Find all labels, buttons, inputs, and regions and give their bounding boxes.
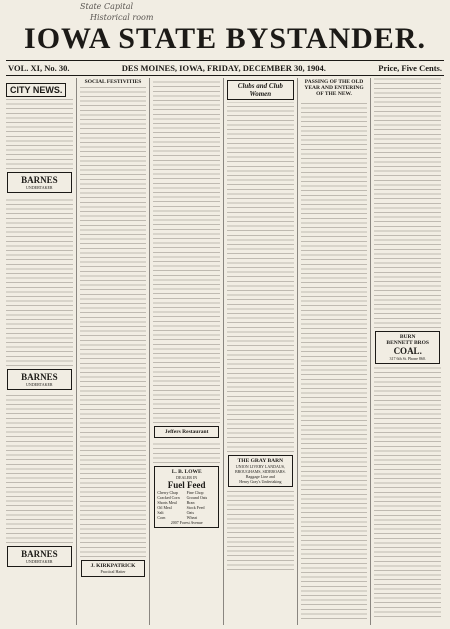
ad-name: BARNES (21, 175, 58, 185)
feed-item: Fine Chop (186, 490, 204, 495)
text-block (6, 99, 73, 169)
city-news-heading: CITY NEWS. (6, 83, 66, 97)
feed-item: Oats (186, 510, 195, 515)
text-block (153, 441, 220, 463)
feed-item: Bran (186, 500, 195, 505)
text-block (227, 102, 294, 452)
column-6 (374, 78, 444, 625)
ad-sub: 317 6th St. Phone 860. (389, 356, 426, 361)
column-heading: PASSING OF THE OLD YEAR AND ENTERING OF THE NEW. (304, 79, 364, 97)
column-3 (153, 78, 224, 625)
clubs-heading: Clubs and Club Women (227, 80, 294, 100)
feed-item: Corn (157, 515, 166, 520)
feed-items-list (157, 490, 216, 520)
column-2 (80, 78, 151, 625)
feed-item: Stock Feed (186, 505, 205, 510)
column-1 (6, 78, 77, 625)
column-4 (227, 78, 298, 625)
ad-big: COAL. (393, 346, 422, 356)
ad-line4: Henry Gray's Undertaking (239, 479, 282, 484)
place-and-date: DES MOINES, IOWA, FRIDAY, DECEMBER 30, 1904. (121, 63, 326, 73)
undertaker-ad-3 (7, 546, 72, 567)
text-block (153, 78, 220, 423)
ad-name: J. KIRKPATRICK (90, 563, 136, 569)
coal-ad (375, 331, 440, 364)
feed-item: Oil Meal (157, 505, 172, 510)
ad-title: Jeffers Restaurant (164, 429, 209, 435)
article-columns (6, 78, 444, 625)
fuel-feed-ad (154, 466, 219, 528)
ad-line: UNION LIVERY LANDAUS, (235, 464, 285, 469)
masthead-title: IOWA STATE BYSTANDER. (24, 22, 426, 55)
column-heading: SOCIAL FESTIVITIES (84, 79, 142, 85)
text-block (6, 393, 73, 543)
ad-name: BARNES (21, 372, 58, 382)
handwritten-note-line2: Historical room (90, 13, 154, 22)
ad-sub: UNDERTAKER (26, 559, 53, 564)
text-block (6, 196, 73, 366)
text-block (374, 78, 441, 328)
volume-number: VOL. XI, No. 30. (8, 63, 70, 73)
feed-item: Ground Oats (186, 495, 208, 500)
ad-line3: Baggage Line and (245, 474, 275, 479)
restaurant-ad (154, 426, 219, 438)
ad-line: BENNETT BROS (386, 340, 429, 346)
ad-sub: Practical Hatter (100, 569, 126, 574)
ad-name: L. B. LOWE (171, 469, 202, 475)
text-block (227, 490, 294, 570)
gray-barn-ad (228, 455, 293, 487)
feed-item: Cherry Chap (157, 490, 178, 495)
feed-item: Wheat (186, 515, 198, 520)
ad-sub: UNDERTAKER (26, 185, 53, 190)
hatter-ad (81, 560, 146, 577)
ad-heading: BURN (399, 334, 416, 340)
text-block (80, 87, 147, 557)
ad-big: Fuel Feed (167, 480, 206, 490)
column-5 (301, 78, 372, 625)
feed-item: Salt (157, 510, 164, 515)
ad-name: BARNES (21, 549, 58, 559)
undertaker-ad-2 (7, 369, 72, 390)
text-block (301, 99, 368, 619)
undertaker-ad-1 (7, 172, 72, 193)
ad-address: 2007 Forest Avenue (170, 520, 203, 525)
ad-sub: UNDERTAKER (26, 382, 53, 387)
price: Price, Five Cents. (378, 63, 442, 73)
feed-item: Cracked Corn (157, 495, 180, 500)
dateline-bar (6, 60, 444, 76)
handwritten-note-line1: State Capital (80, 2, 134, 11)
ad-line2: BROUGHAMS, SIDEBOARS. (234, 469, 286, 474)
text-block (374, 367, 441, 617)
ad-name: THE GRAY BARN (237, 458, 284, 464)
feed-item: Shorts Meal (157, 500, 177, 505)
ad-line: DEALER IN (176, 475, 198, 480)
